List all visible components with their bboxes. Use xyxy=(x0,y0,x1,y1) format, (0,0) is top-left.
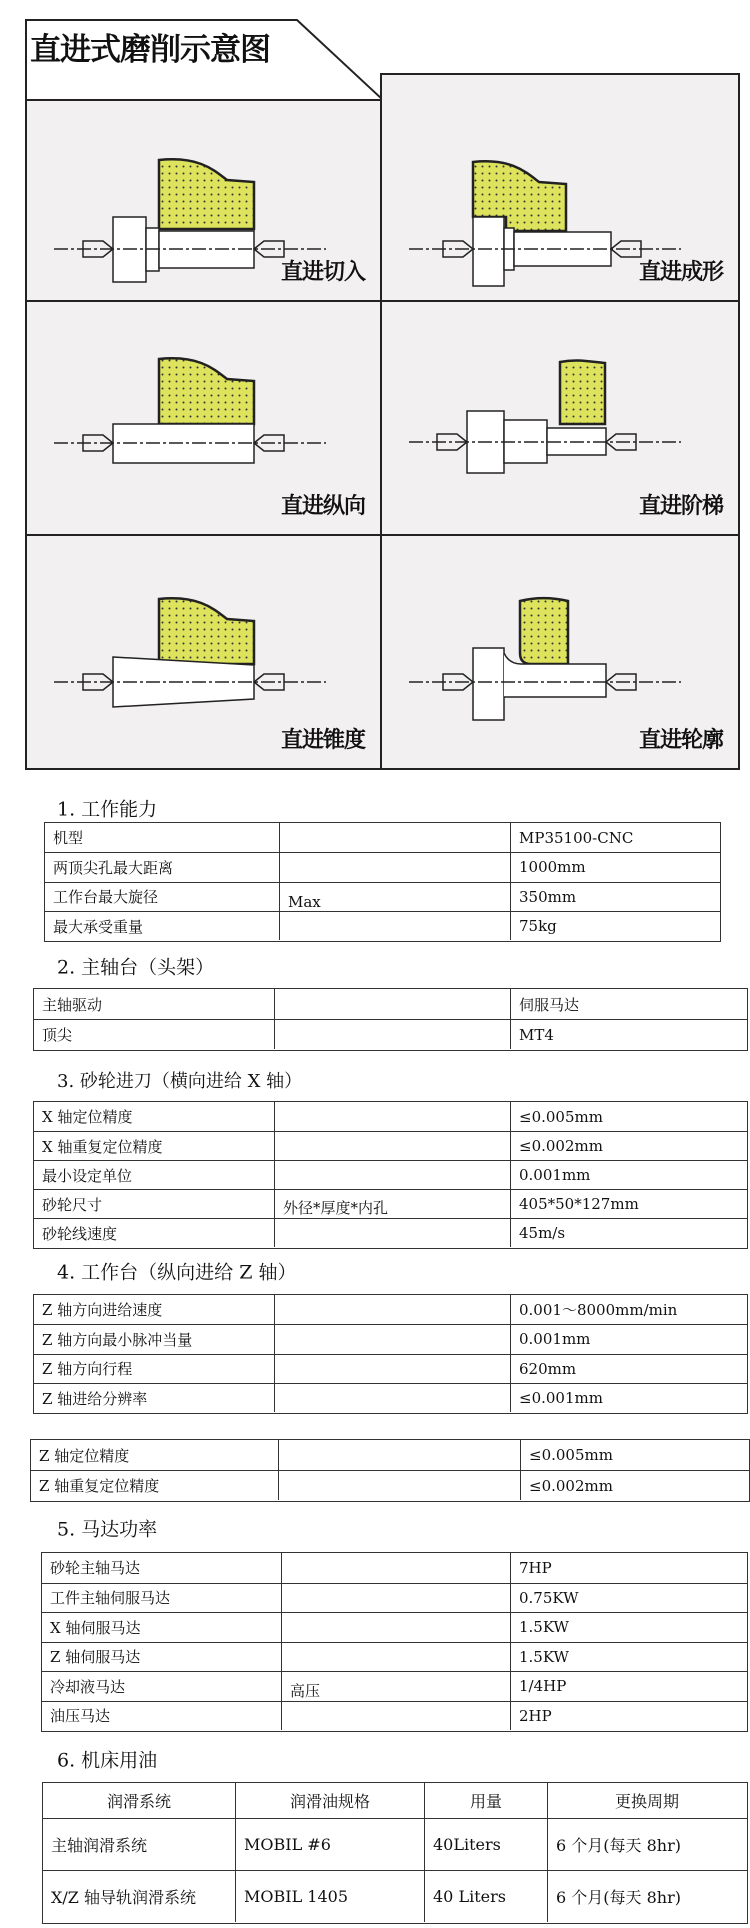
table-cell: 主轴润滑系统 xyxy=(51,1836,148,1855)
table-cell: Max xyxy=(279,883,510,911)
table-cell xyxy=(279,853,510,881)
table-cell: Z 轴方向行程 xyxy=(42,1360,133,1379)
table-cell: 用量 xyxy=(424,1783,547,1818)
table-row xyxy=(34,1189,747,1218)
table-cell xyxy=(281,1702,510,1731)
table-row xyxy=(43,1870,747,1922)
table-cell: 油压马达 xyxy=(50,1707,111,1726)
table-cell xyxy=(274,1020,510,1049)
table-row xyxy=(34,1019,747,1049)
table-cell: Z 轴重复定位精度 xyxy=(39,1477,160,1495)
table-cell: 最小设定单位 xyxy=(42,1166,133,1185)
table-cell xyxy=(281,1553,510,1583)
table-row xyxy=(42,1553,747,1583)
section-heading: 1. 工作能力 xyxy=(57,798,158,821)
table-cell xyxy=(281,1613,510,1642)
table-cell: Z 轴进给分辨率 xyxy=(42,1389,148,1408)
table-cell: 75kg xyxy=(510,912,719,940)
table-row xyxy=(34,1324,747,1353)
table-row xyxy=(42,1701,747,1731)
table-row xyxy=(45,852,720,881)
table-cell xyxy=(274,1102,510,1131)
diagram-label: 直进纵向 xyxy=(281,494,366,519)
table-row xyxy=(34,1295,747,1324)
table-cell: 620mm xyxy=(510,1355,746,1383)
table-row xyxy=(34,1160,747,1189)
table-cell: 润滑系统 xyxy=(106,1792,171,1811)
table-cell: 6 个月(每天 8hr) xyxy=(547,1871,746,1922)
table-cell: 45m/s xyxy=(510,1219,746,1247)
table-cell: 7HP xyxy=(510,1553,746,1583)
table-cell xyxy=(274,1132,510,1160)
table-cell: Z 轴方向进给速度 xyxy=(42,1301,163,1320)
table-cell xyxy=(278,1471,520,1500)
table-cell: Z 轴定位精度 xyxy=(39,1446,130,1465)
table-row xyxy=(42,1671,747,1701)
table-cell: 0.001mm xyxy=(510,1325,746,1353)
table-cell xyxy=(274,1355,510,1383)
spec-table xyxy=(33,988,748,1051)
table-cell: 0.75KW xyxy=(510,1584,746,1613)
table-row xyxy=(34,989,747,1019)
table-cell: X/Z 轴导轨润滑系统 xyxy=(51,1888,196,1907)
section-heading: 5. 马达功率 xyxy=(57,1518,158,1541)
diagram-title: 直进式磨削示意图 xyxy=(30,32,270,68)
spec-table xyxy=(33,1101,748,1249)
section-heading: 3. 砂轮进刀（横向进给 X 轴） xyxy=(57,1071,303,1092)
table-cell: 砂轮主轴马达 xyxy=(50,1559,141,1578)
table-cell: 外径*厚度*内孔 xyxy=(274,1190,510,1218)
table-cell xyxy=(274,989,510,1019)
table-cell xyxy=(274,1325,510,1353)
spec-table xyxy=(30,1439,750,1502)
table-row xyxy=(45,911,720,940)
table-row xyxy=(42,1642,747,1672)
diagram-label: 直进成形 xyxy=(639,260,724,285)
diagram-label: 直进切入 xyxy=(281,260,366,285)
table-cell: 工件主轴伺服马达 xyxy=(50,1589,171,1608)
table-row xyxy=(42,1612,747,1642)
table-cell: MOBIL 1405 xyxy=(235,1871,424,1922)
table-row xyxy=(34,1354,747,1383)
table-cell: Z 轴方向最小脉冲当量 xyxy=(42,1330,193,1349)
table-cell: 1/4HP xyxy=(510,1672,746,1701)
table-row xyxy=(31,1470,749,1500)
table-cell xyxy=(278,1440,520,1470)
table-cell: 1.5KW xyxy=(510,1613,746,1642)
table-cell: 更换周期 xyxy=(547,1783,746,1818)
table-cell: 1.5KW xyxy=(510,1643,746,1672)
table-cell: 高压 xyxy=(281,1672,510,1701)
table-cell: 1000mm xyxy=(510,853,719,881)
spec-table xyxy=(44,822,721,942)
table-cell: MP35100-CNC xyxy=(510,823,719,852)
spec-table xyxy=(33,1294,748,1414)
table-row xyxy=(34,1102,747,1131)
diagram-label: 直进轮廓 xyxy=(639,728,724,753)
table-row xyxy=(45,823,720,852)
table-cell xyxy=(274,1384,510,1412)
table-cell: 顶尖 xyxy=(42,1026,73,1044)
table-cell: ≤0.005mm xyxy=(520,1440,748,1470)
table-cell xyxy=(279,912,510,940)
table-cell: 伺服马达 xyxy=(510,989,746,1019)
table-cell: MT4 xyxy=(510,1020,746,1049)
table-cell: 砂轮尺寸 xyxy=(42,1195,103,1214)
table-cell: ≤0.001mm xyxy=(510,1384,746,1412)
spec-table xyxy=(42,1782,748,1924)
table-row xyxy=(45,882,720,911)
table-cell: MOBIL #6 xyxy=(235,1819,424,1870)
table-cell: ≤0.002mm xyxy=(520,1471,748,1500)
table-cell: 350mm xyxy=(510,883,719,911)
table-cell: 0.001mm xyxy=(510,1161,746,1189)
table-cell xyxy=(281,1643,510,1672)
table-cell xyxy=(274,1295,510,1324)
table-cell: X 轴定位精度 xyxy=(42,1108,133,1126)
spec-table xyxy=(41,1552,748,1732)
table-cell: ≤0.005mm xyxy=(510,1102,746,1131)
table-cell: 砂轮线速度 xyxy=(42,1224,118,1243)
table-cell xyxy=(274,1219,510,1247)
section-heading: 6. 机床用油 xyxy=(57,1749,158,1772)
diagram-label: 直进阶梯 xyxy=(639,494,724,519)
table-cell: 主轴驱动 xyxy=(42,995,103,1014)
diagram-label: 直进锥度 xyxy=(281,728,366,753)
table-row xyxy=(34,1383,747,1412)
table-cell: 40Liters xyxy=(424,1819,547,1870)
table-cell: 405*50*127mm xyxy=(510,1190,746,1218)
table-cell: 2HP xyxy=(510,1702,746,1731)
table-row xyxy=(42,1583,747,1613)
table-cell: 两顶尖孔最大距离 xyxy=(53,858,174,877)
grinding-diagram-grid xyxy=(0,0,750,780)
table-cell: 6 个月(每天 8hr) xyxy=(547,1819,746,1870)
section-heading: 2. 主轴台（头架） xyxy=(57,956,215,979)
table-row xyxy=(34,1131,747,1160)
table-cell: 机型 xyxy=(53,829,84,848)
table-row xyxy=(34,1218,747,1247)
table-cell: 最大承受重量 xyxy=(53,917,144,936)
section-heading: 4. 工作台（纵向进给 Z 轴） xyxy=(57,1261,297,1284)
table-cell: 冷却液马达 xyxy=(50,1677,126,1696)
table-row xyxy=(43,1818,747,1870)
table-cell: 润滑油规格 xyxy=(235,1783,424,1818)
table-cell: ≤0.002mm xyxy=(510,1132,746,1160)
table-header-row xyxy=(43,1783,747,1818)
table-cell xyxy=(274,1161,510,1189)
table-cell xyxy=(279,823,510,852)
table-cell: X 轴伺服马达 xyxy=(50,1618,141,1637)
table-cell: X 轴重复定位精度 xyxy=(42,1137,163,1156)
table-cell: 0.001～8000mm/min xyxy=(510,1295,746,1324)
table-cell xyxy=(281,1584,510,1613)
table-cell: 40 Liters xyxy=(424,1871,547,1922)
table-row xyxy=(31,1440,749,1470)
table-cell: 工作台最大旋径 xyxy=(53,888,159,907)
table-cell: Z 轴伺服马达 xyxy=(50,1648,141,1667)
